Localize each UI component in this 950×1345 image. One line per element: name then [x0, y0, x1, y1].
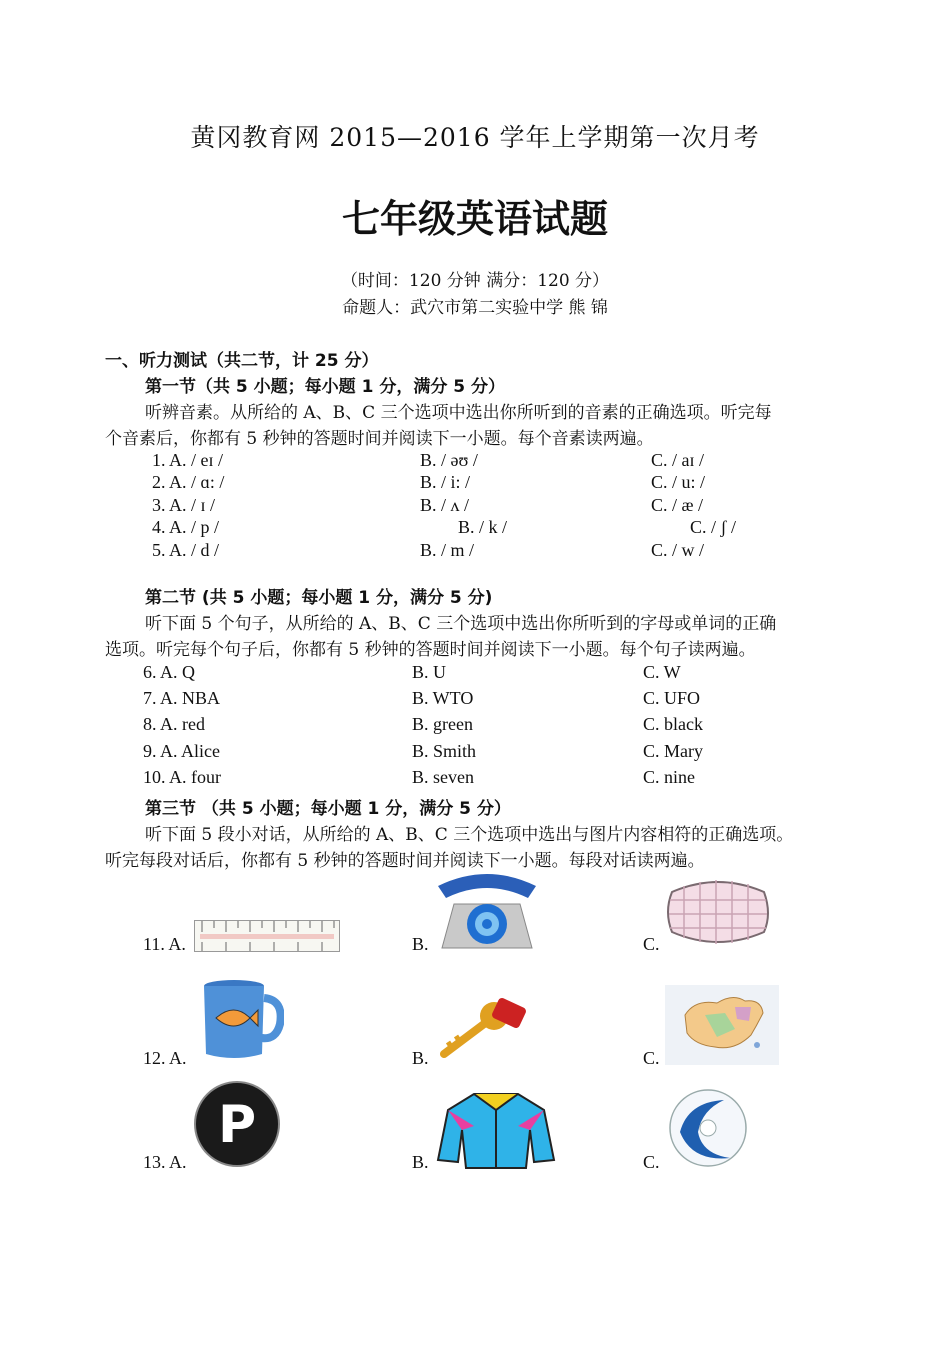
q10-option-a[interactable]: 10. A. four [143, 767, 221, 787]
q13-option-c-label[interactable]: C. [643, 1152, 660, 1172]
telephone-icon[interactable] [432, 868, 542, 952]
section2-instruction-line1: 听下面 5 个句子，从所给的 A、B、C 三个选项中选出你所听到的字母或单词的正确 [145, 614, 777, 634]
ruler-icon[interactable] [194, 920, 340, 952]
q11-option-b-label[interactable]: B. [412, 934, 429, 954]
q1-option-a[interactable]: 1. A. / eɪ / [152, 450, 223, 470]
q10-option-c[interactable]: C. nine [643, 767, 695, 787]
q7-option-c[interactable]: C. UFO [643, 688, 701, 708]
q9-option-a[interactable]: 9. A. Alice [143, 741, 220, 761]
q9-option-c[interactable]: C. Mary [643, 741, 703, 761]
q5-option-b[interactable]: B. / m / [420, 540, 475, 560]
q2-option-c[interactable]: C. / u: / [651, 472, 706, 492]
q11-option-c-label[interactable]: C. [643, 934, 660, 954]
q2-option-a[interactable]: 2. A. / ɑ: / [152, 472, 225, 492]
q3-option-a[interactable]: 3. A. / ɪ / [152, 495, 216, 515]
jacket-icon[interactable] [434, 1090, 558, 1172]
q1-option-b[interactable]: B. / əʊ / [420, 450, 478, 470]
section3-instruction-line2: 听完每段对话后，你都有 5 秒钟的答题时间并阅读下一小题。每段对话读两遍。 [105, 851, 705, 871]
section3-instruction-line1: 听下面 5 段小对话，从所给的 A、B、C 三个选项中选出与图片内容相符的正确选项。 [145, 825, 794, 845]
q5-option-c[interactable]: C. / w / [651, 540, 705, 560]
q4-option-a[interactable]: 4. A. / p / [152, 517, 220, 537]
q12-option-a-label[interactable]: 12. A. [143, 1048, 187, 1068]
exam-meta: （时间：120 分钟 满分：120 分） [340, 271, 610, 291]
section1-instruction-line1: 听辨音素。从所给的 A、B、C 三个选项中选出你所听到的音素的正确选项。听完每 [145, 403, 772, 423]
q4-option-c[interactable]: C. / ʃ / [690, 517, 737, 537]
china-map-icon[interactable] [665, 985, 779, 1065]
q7-option-b[interactable]: B. WTO [412, 688, 474, 708]
svg-text:P: P [217, 1095, 257, 1155]
q8-option-b[interactable]: B. green [412, 714, 473, 734]
q11-option-a-label[interactable]: 11. A. [143, 934, 186, 954]
q12-option-b-label[interactable]: B. [412, 1048, 429, 1068]
q6-option-a[interactable]: 6. A. Q [143, 662, 196, 682]
q5-option-a[interactable]: 5. A. / d / [152, 540, 220, 560]
section1-heading: 第一节（共 5 小题；每小题 1 分，满分 5 分） [145, 377, 505, 397]
q8-option-c[interactable]: C. black [643, 714, 703, 734]
q13-option-b-label[interactable]: B. [412, 1152, 429, 1172]
section1-instruction-line2: 个音素后，你都有 5 秒钟的答题时间并阅读下一小题。每个音素读两遍。 [105, 429, 654, 449]
key-icon[interactable] [440, 994, 530, 1062]
section2-heading: 第二节 (共 5 小题；每小题 1 分，满分 5 分) [145, 588, 493, 608]
q4-option-b[interactable]: B. / k / [458, 517, 508, 537]
q13-option-a-label[interactable]: 13. A. [143, 1152, 187, 1172]
q6-option-b[interactable]: B. U [412, 662, 447, 682]
q10-option-b[interactable]: B. seven [412, 767, 474, 787]
mug-icon[interactable] [200, 978, 284, 1060]
q3-option-b[interactable]: B. / ʌ / [420, 495, 470, 515]
parking-sign-icon[interactable] [193, 1080, 283, 1168]
exam-source-line: 黄冈教育网 2015—2016 学年上学期第一次月考 [190, 123, 760, 152]
q2-option-b[interactable]: B. / i: / [420, 472, 471, 492]
q3-option-c[interactable]: C. / æ / [651, 495, 704, 515]
exam-author: 命题人：武穴市第二实验中学 熊 锦 [342, 298, 608, 318]
q7-option-a[interactable]: 7. A. NBA [143, 688, 221, 708]
q1-option-c[interactable]: C. / aɪ / [651, 450, 704, 470]
cd-disc-icon[interactable] [668, 1088, 748, 1168]
page-title: 七年级英语试题 [341, 197, 608, 241]
q9-option-b[interactable]: B. Smith [412, 741, 477, 761]
q6-option-c[interactable]: C. W [643, 662, 681, 682]
pillow-icon[interactable] [664, 872, 772, 950]
q8-option-a[interactable]: 8. A. red [143, 714, 205, 734]
section3-heading: 第三节 （共 5 小题；每小题 1 分，满分 5 分） [145, 799, 511, 819]
part1-heading: 一、听力测试（共二节，计 25 分） [105, 351, 379, 371]
section2-instruction-line2: 选项。听完每个句子后，你都有 5 秒钟的答题时间并阅读下一小题。每个句子读两遍。 [105, 640, 756, 660]
q12-option-c-label[interactable]: C. [643, 1048, 660, 1068]
